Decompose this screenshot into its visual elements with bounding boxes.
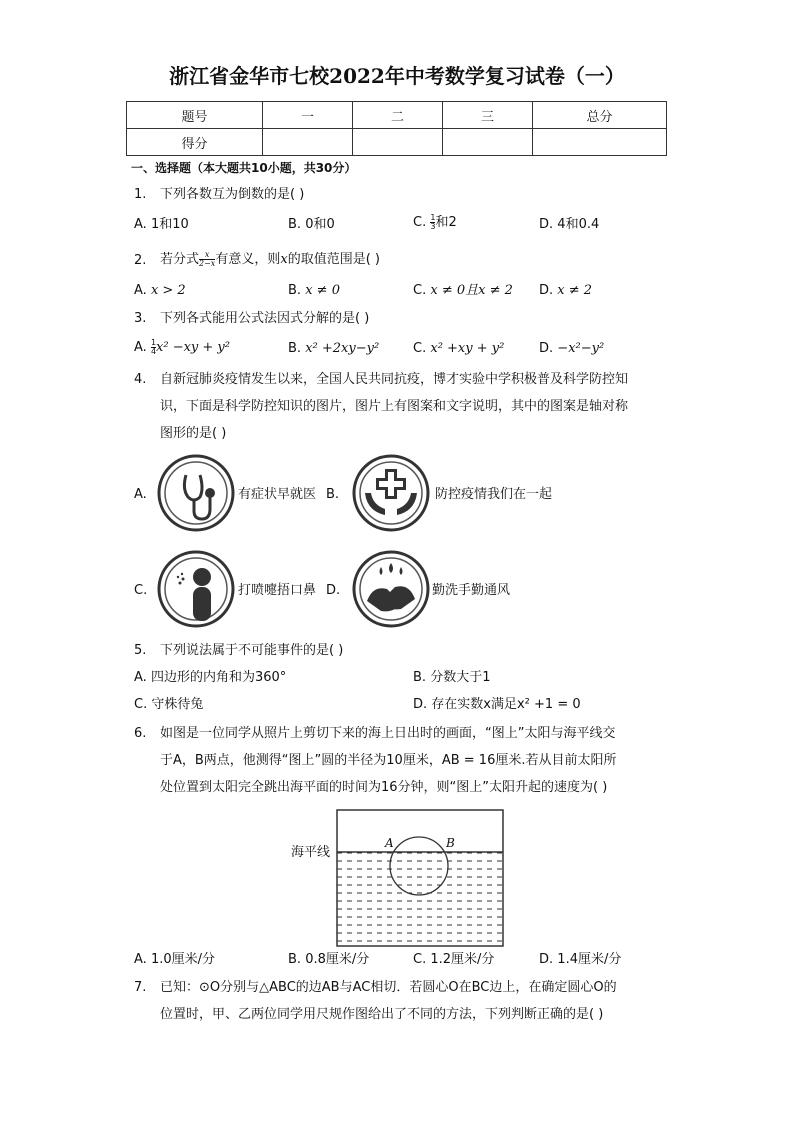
fraction-denominator: 4 (150, 347, 157, 356)
option-text: 1.4厘米/分 (557, 952, 622, 967)
option-text: 分数大于1 (430, 670, 491, 685)
option-letter[interactable]: B. (326, 487, 340, 502)
option-c[interactable] (413, 952, 494, 968)
fraction-denominator: 3 (430, 222, 436, 231)
score-input-cell[interactable] (533, 129, 667, 156)
question-stem-line: 识，下面是科学防控知识的图片，图片上有图案和文字说明，其中的图案是轴对称 (160, 399, 629, 414)
option-text: 1.0厘米/分 (150, 952, 215, 967)
option-b[interactable] (413, 670, 490, 686)
option-letter: D. (539, 952, 554, 967)
option-c[interactable] (134, 697, 203, 713)
option-text: 存在实数x满足x² +1 = 0 (431, 697, 581, 712)
option-letter: C. (134, 697, 148, 712)
option-a[interactable] (134, 952, 215, 968)
question-number: 7. (134, 980, 147, 995)
stem-text: 有意义，则 (215, 252, 281, 267)
hands-cross-icon[interactable] (351, 453, 431, 533)
question-number: 1. (134, 187, 147, 202)
question-stem-line: 于A，B两点，他测得“图上”圆的半径为10厘米，AB = 16厘米.若从目前太阳所 (160, 753, 617, 768)
score-cell: 三 (443, 102, 533, 129)
option-text: x² −xy + y² (156, 340, 230, 355)
option-letter: D. (539, 341, 554, 356)
option-letter: A. (134, 217, 147, 232)
score-cell: 二 (353, 102, 443, 129)
stem-text: 的取值范围是( ) (287, 252, 380, 267)
option-letter: C. (413, 341, 427, 356)
score-cell: 得分 (127, 129, 263, 156)
sneeze-person-icon[interactable] (156, 549, 236, 629)
option-text: 有症状早就医 (238, 487, 317, 502)
question-stem-line: 自新冠肺炎疫情发生以来，全国人民共同抗疫，博才实验中学积极普及科学防控知 (160, 372, 629, 387)
option-letter: B. (288, 341, 302, 356)
question-number: 2. (134, 253, 147, 268)
option-text: 防控疫情我们在一起 (435, 487, 553, 502)
score-cell: 一 (263, 102, 353, 129)
option-text: −x²−y² (557, 341, 605, 356)
option-d[interactable] (413, 697, 581, 713)
option-b[interactable] (288, 283, 340, 299)
option-letter[interactable]: A. (134, 487, 147, 502)
option-text: x² +xy + y² (430, 341, 505, 356)
option-a[interactable] (134, 217, 189, 233)
option-text: 守株待兔 (151, 697, 204, 712)
question-stem: 下列各数互为倒数的是( ) (160, 187, 305, 202)
option-letter[interactable]: D. (326, 583, 341, 598)
option-letter: B. (413, 670, 427, 685)
fraction-numerator: 1 (430, 213, 436, 222)
option-a[interactable] (134, 337, 230, 359)
option-text: 1和10 (150, 217, 189, 232)
point-a-label: A (385, 836, 394, 850)
question-number: 4. (134, 372, 147, 387)
option-text: x ≠ 2 (557, 283, 593, 298)
score-input-cell[interactable] (263, 129, 353, 156)
option-text: 0.8厘米/分 (305, 952, 370, 967)
page-title: 浙江省金华市七校2022年中考数学复习试卷（一） (169, 64, 625, 88)
option-letter: A. (134, 340, 147, 355)
option-letter: D. (539, 217, 554, 232)
option-d[interactable] (539, 283, 592, 299)
option-letter[interactable]: C. (134, 583, 148, 598)
sunrise-figure (336, 809, 504, 947)
fraction-numerator: 1 (150, 338, 157, 347)
fraction-numerator: x (199, 251, 215, 260)
option-text: x ≠ 0且x ≠ 2 (430, 283, 513, 298)
score-table-score-row (127, 129, 667, 156)
option-letter: D. (539, 283, 554, 298)
option-letter: C. (413, 283, 427, 298)
question-number: 3. (134, 311, 147, 326)
variable: x (280, 252, 288, 267)
stem-text: 若分式 (160, 252, 200, 267)
stethoscope-icon[interactable] (156, 453, 236, 533)
option-text: 1.2厘米/分 (430, 952, 495, 967)
score-cell: 总分 (533, 102, 667, 129)
option-b[interactable] (288, 217, 335, 233)
option-letter: A. (134, 952, 147, 967)
option-letter: B. (288, 217, 302, 232)
question-stem: 下列各式能用公式法因式分解的是( ) (160, 311, 370, 326)
question-stem-line: 位置时，甲、乙两位同学用尺规作图给出了不同的方法，下列判断正确的是( ) (160, 1007, 604, 1022)
option-d[interactable] (539, 341, 604, 357)
option-c[interactable] (413, 213, 457, 233)
score-table-header-row (127, 102, 667, 129)
option-b[interactable] (288, 952, 369, 968)
fraction (199, 251, 215, 268)
score-input-cell[interactable] (353, 129, 443, 156)
option-a[interactable] (134, 283, 186, 299)
sea-level-label: 海平线 (291, 845, 331, 860)
option-c[interactable] (413, 341, 504, 357)
option-text: x² +2xy−y² (305, 341, 380, 356)
question-stem-line: 处位置到太阳完全跳出海平面的时间为16分钟，则“图上”太阳升起的速度为( ) (160, 780, 608, 795)
option-d[interactable] (539, 217, 599, 233)
question-number: 6. (134, 726, 147, 741)
option-text: x ≠ 0 (305, 283, 340, 298)
option-text: 打喷嚏捂口鼻 (238, 583, 317, 598)
option-letter: C. (413, 952, 427, 967)
question-stem (160, 249, 380, 271)
option-d[interactable] (539, 952, 621, 968)
section-heading: 一、选择题（本大题共10小题，共30分） (131, 161, 357, 175)
option-letter: A. (134, 670, 147, 685)
option-text: 4和0.4 (557, 217, 600, 232)
option-text: 和2 (435, 215, 457, 230)
hand-washing-icon[interactable] (351, 549, 431, 629)
option-text: 勤洗手勤通风 (432, 583, 511, 598)
score-table (126, 101, 667, 156)
question-number: 5. (134, 643, 147, 658)
option-letter: C. (413, 215, 427, 230)
option-letter: D. (413, 697, 428, 712)
score-cell: 题号 (127, 102, 263, 129)
fraction-denominator: 2−x (199, 259, 216, 268)
score-input-cell[interactable] (443, 129, 533, 156)
option-c[interactable] (413, 283, 513, 299)
option-text: 四边形的内角和为360° (150, 670, 287, 685)
option-letter: B. (288, 952, 302, 967)
question-stem-line: 已知：⊙O分别与△ABC的边AB与AC相切．若圆心O在BC边上，在确定圆心O的 (160, 980, 617, 995)
option-text: 0和0 (305, 217, 335, 232)
point-b-label: B (446, 836, 455, 850)
option-a[interactable] (134, 670, 286, 686)
question-stem-line: 如图是一位同学从照片上剪切下来的海上日出时的画面，“图上”太阳与海平线交 (160, 726, 616, 741)
option-letter: A. (134, 283, 147, 298)
question-stem-line: 图形的是( ) (160, 426, 227, 441)
option-b[interactable] (288, 341, 379, 357)
option-letter: B. (288, 283, 302, 298)
question-stem: 下列说法属于不可能事件的是( ) (160, 643, 344, 658)
option-text: x > 2 (150, 283, 186, 298)
